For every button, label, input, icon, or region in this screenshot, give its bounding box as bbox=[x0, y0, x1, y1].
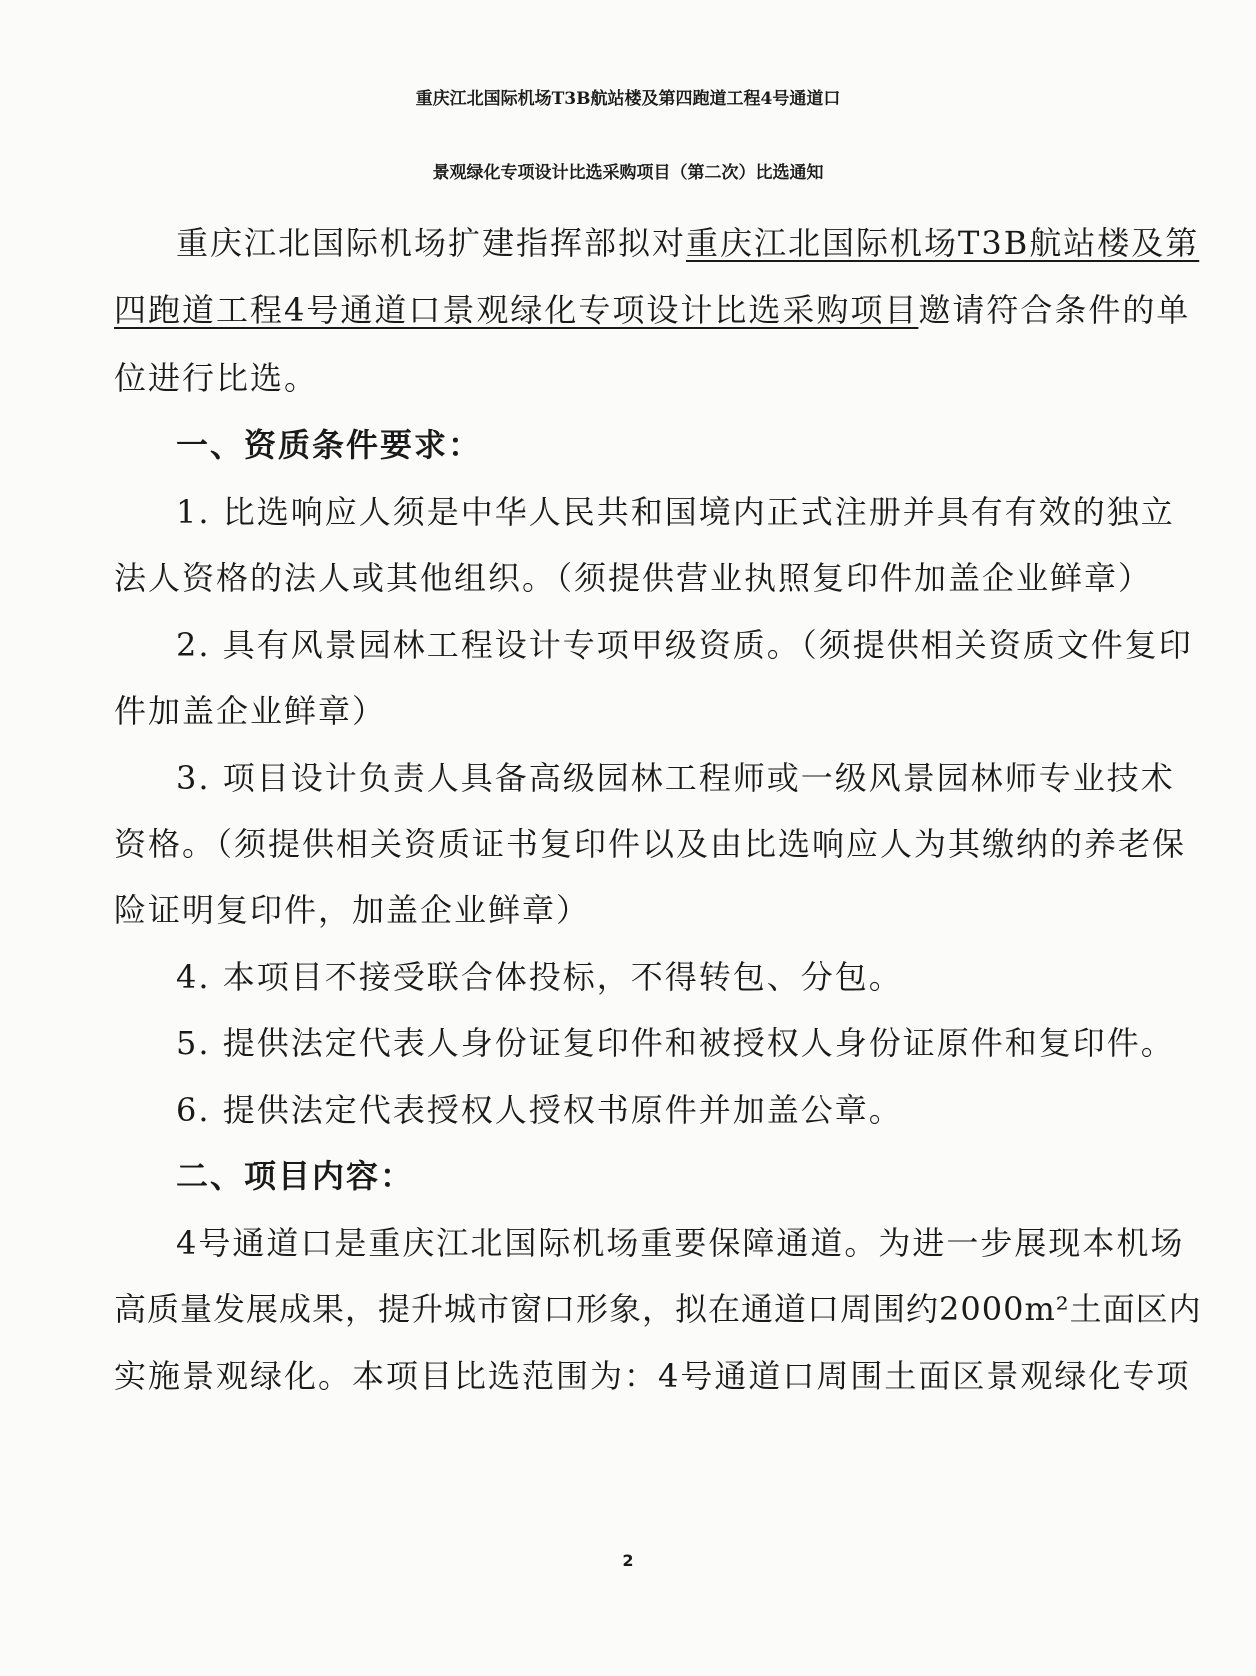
section-heading-qualifications: 一、资质条件要求： bbox=[176, 426, 483, 464]
requirement-3-line-2: 资格。（须提供相关资质证书复印件以及由比选响应人为其缴纳的养老保 bbox=[114, 825, 1187, 863]
document-title-line-1: 重庆江北国际机场T3B航站楼及第四跑道工程4号通道口 bbox=[415, 89, 841, 109]
requirement-2-line-1: 2. 具有风景园林工程设计专项甲级资质。（须提供相关资质文件复印 bbox=[176, 626, 1193, 664]
requirement-4: 4. 本项目不接受联合体投标，不得转包、分包。 bbox=[176, 958, 903, 996]
project-name-underlined: 重庆江北国际机场T3B航站楼及第 bbox=[686, 224, 1200, 262]
intro-text: 邀请符合条件的单 bbox=[918, 291, 1191, 329]
section-heading-project-content: 二、项目内容： bbox=[176, 1157, 415, 1195]
intro-line-1 bbox=[176, 218, 1199, 264]
project-content-line-3: 实施景观绿化。本项目比选范围为：4号通道口周围土面区景观绿化专项 bbox=[114, 1357, 1191, 1395]
requirement-3-line-3: 险证明复印件，加盖企业鲜章） bbox=[114, 891, 591, 929]
requirement-2-line-2: 件加盖企业鲜章） bbox=[114, 692, 387, 730]
requirement-1-line-2: 法人资格的法人或其他组织。（须提供营业执照复印件加盖企业鲜章） bbox=[114, 559, 1153, 597]
project-content-line-1: 4号通道口是重庆江北国际机场重要保障通道。为进一步展现本机场 bbox=[176, 1224, 1185, 1262]
intro-line-2 bbox=[114, 285, 1190, 331]
requirement-5: 5. 提供法定代表人身份证复印件和被授权人身份证原件和复印件。 bbox=[176, 1024, 1175, 1062]
page-number: 2 bbox=[622, 1551, 634, 1570]
requirement-3-line-1: 3. 项目设计负责人具备高级园林工程师或一级风景园林师专业技术 bbox=[176, 759, 1175, 797]
project-name-underlined: 四跑道工程4号通道口景观绿化专项设计比选采购项目 bbox=[114, 291, 919, 329]
requirement-1-line-1: 1. 比选响应人须是中华人民共和国境内正式注册并具有有效的独立 bbox=[176, 493, 1175, 531]
intro-text: 重庆江北国际机场扩建指挥部拟对 bbox=[176, 224, 687, 262]
requirement-6: 6. 提供法定代表授权人授权书原件并加盖公章。 bbox=[176, 1091, 903, 1129]
intro-line-3: 位进行比选。 bbox=[114, 359, 319, 397]
project-content-line-2: 高质量发展成果，提升城市窗口形象，拟在通道口周围约2000m²土面区内 bbox=[114, 1290, 1202, 1328]
document-title-line-2: 景观绿化专项设计比选采购项目（第二次）比选通知 bbox=[432, 163, 824, 183]
